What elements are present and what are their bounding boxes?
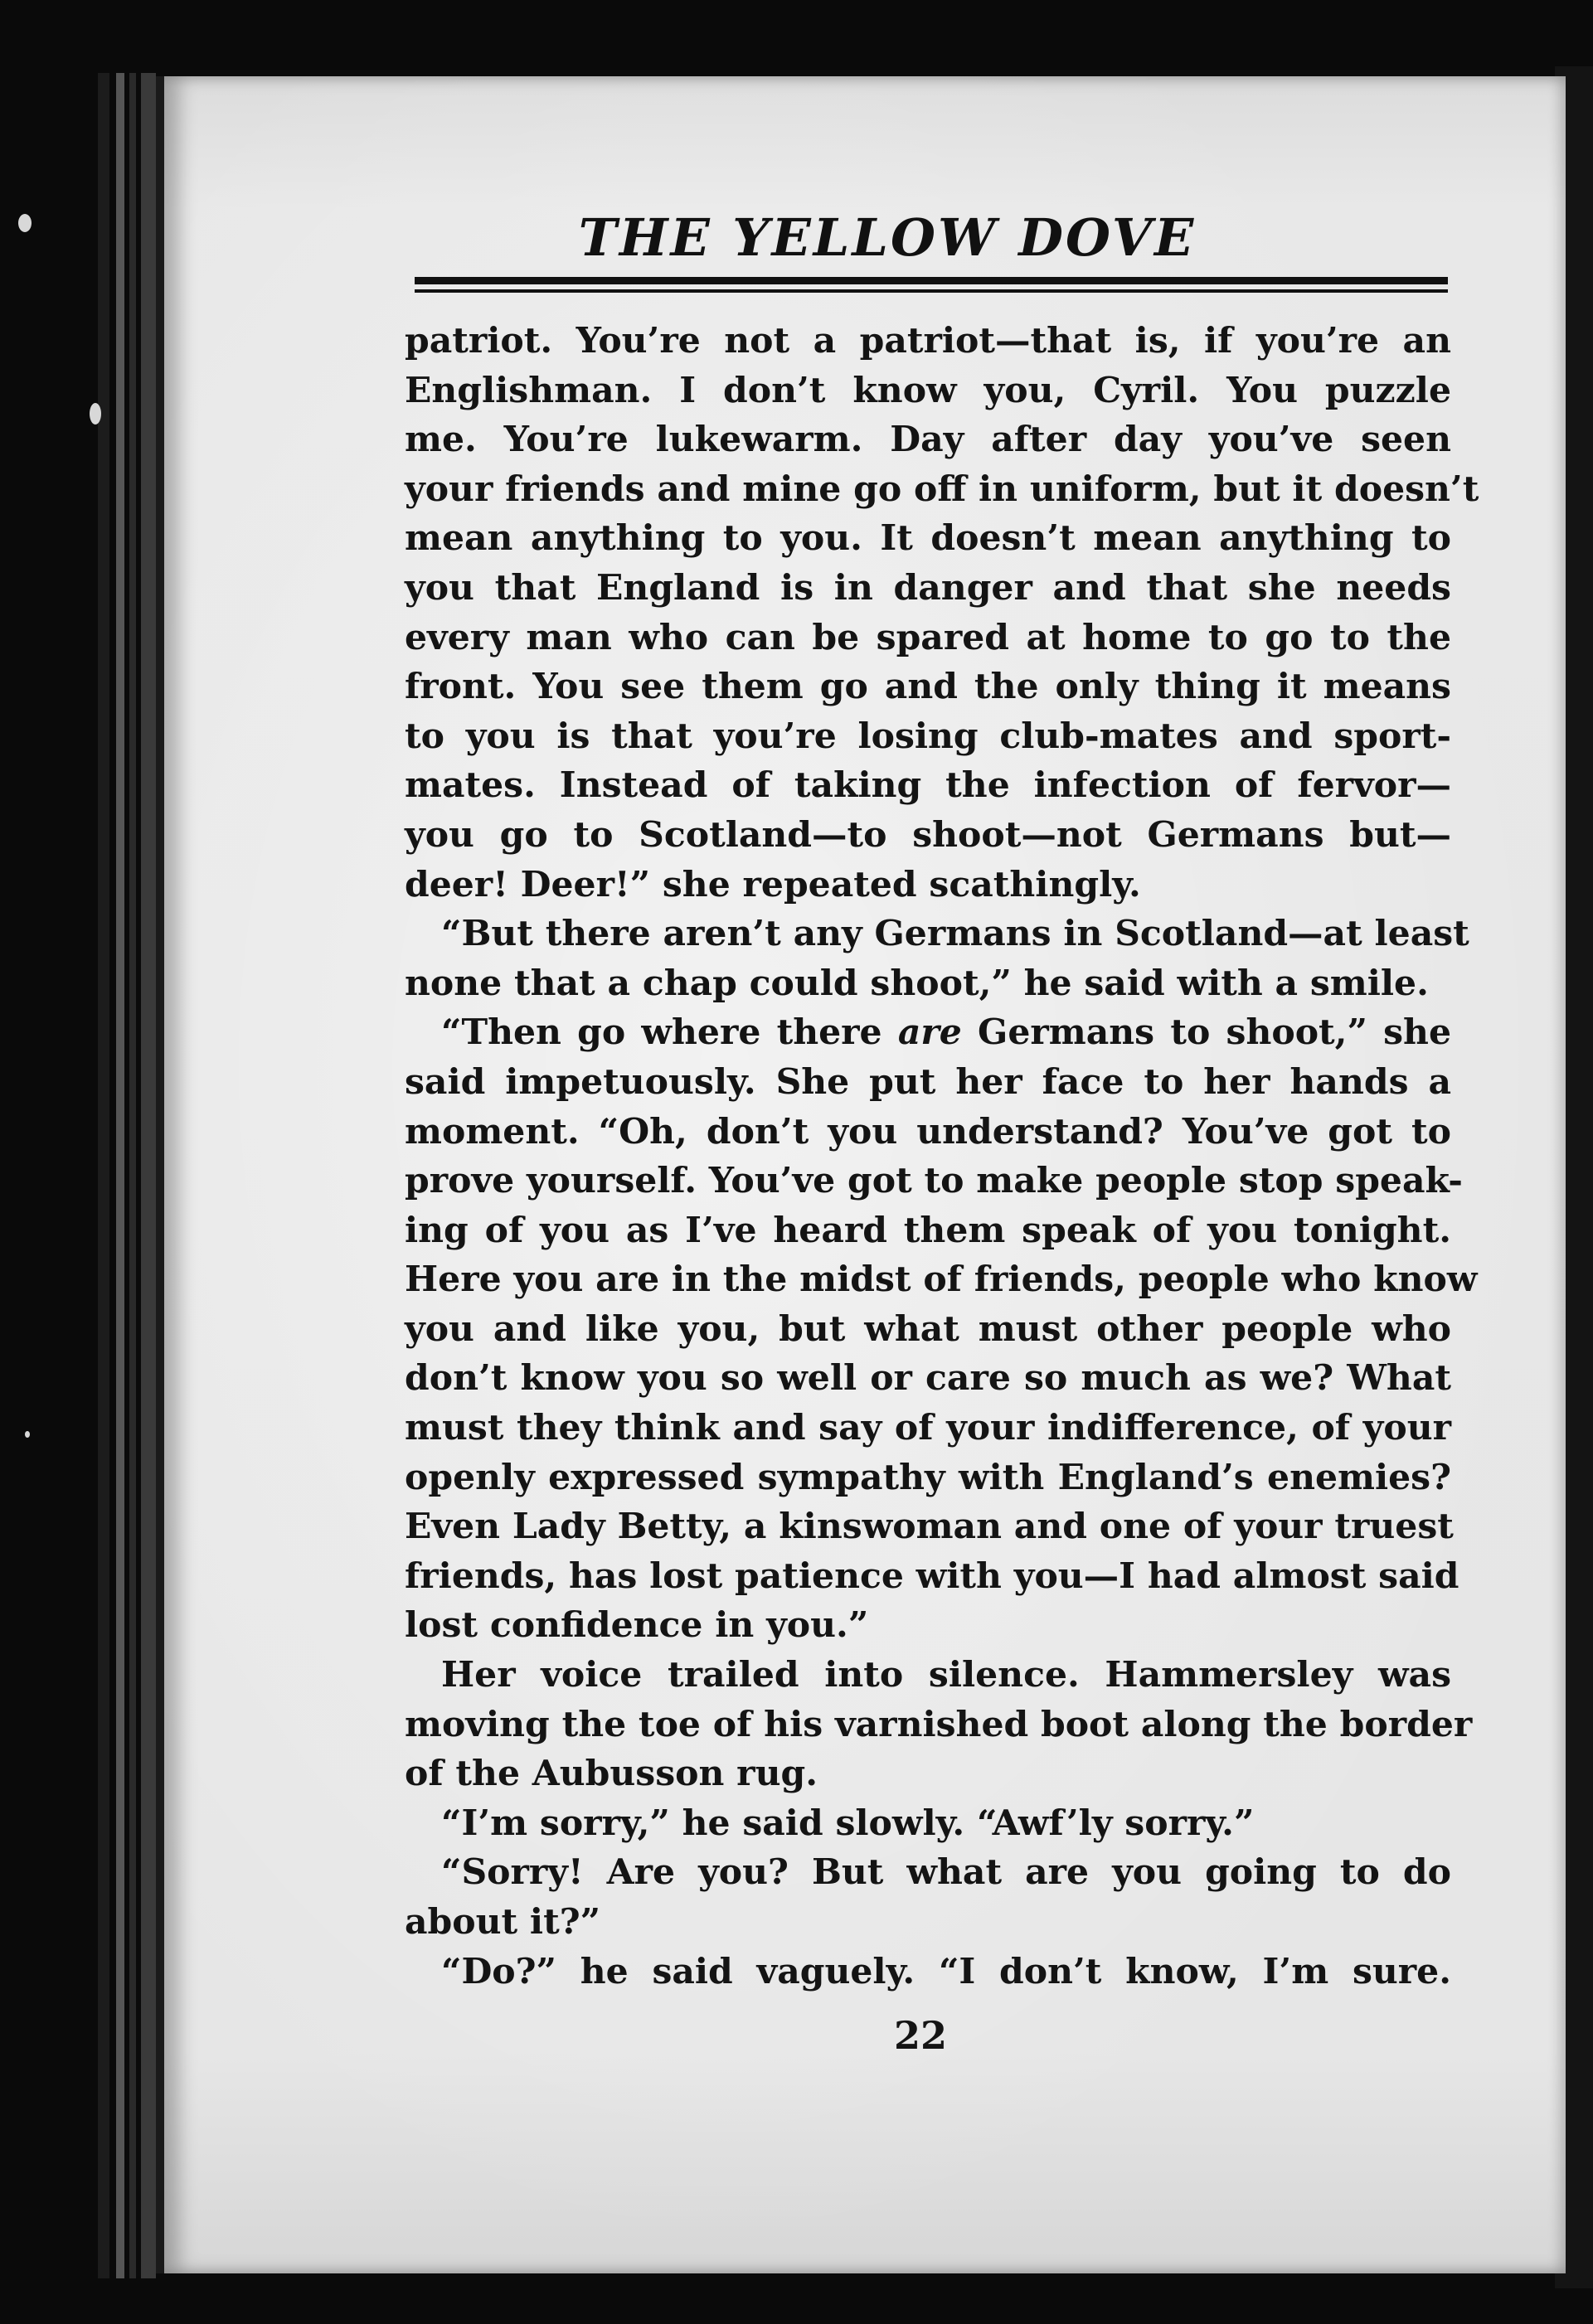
- header-rule: [415, 277, 1448, 284]
- binding-edge: [129, 73, 136, 2278]
- text-line: every man who can be spared at home to go to the: [405, 616, 1451, 658]
- text-line: openly expressed sympathy with England’s enemies?: [405, 1456, 1451, 1498]
- text-line: your friends and mine go off in uniform, but it doesn’t: [405, 468, 1479, 510]
- running-header: THE YELLOW DOVE: [578, 207, 1197, 268]
- text-line: you go to Scotland—to shoot—not Germans but—: [405, 813, 1451, 856]
- binding-edge: [116, 73, 124, 2278]
- text-line: to you is that you’re losing club-mates and sport-: [405, 715, 1451, 757]
- text-line: friends, has lost patience with you—I had almost said: [405, 1555, 1459, 1597]
- text-line: “I’m sorry,” he said slowly. “Awf’ly sorry.”: [441, 1802, 1255, 1844]
- text-line: Even Lady Betty, a kinswoman and one of your truest: [405, 1506, 1454, 1548]
- text-line: said impetuously. She put her face to her hands a: [405, 1060, 1451, 1103]
- text-line: of the Aubusson rug.: [405, 1753, 818, 1795]
- header-rule: [415, 289, 1448, 293]
- body-text: [405, 317, 1479, 1997]
- text-line: deer! Deer!” she repeated scathingly.: [405, 863, 1141, 905]
- text-line: lost confidence in you.”: [405, 1604, 869, 1647]
- text-line: mean anything to you. It doesn’t mean anything to: [405, 517, 1451, 560]
- scan-speck: [25, 1431, 30, 1438]
- binding-edge: [98, 73, 109, 2278]
- text-line: Englishman. I don’t know you, Cyril. You puzzle: [405, 369, 1451, 411]
- binding-edge: [141, 73, 156, 2278]
- scan-speck: [18, 214, 32, 232]
- text-line: you that England is in danger and that she needs: [405, 566, 1451, 609]
- text-line: me. You’re lukewarm. Day after day you’ve seen: [405, 419, 1451, 461]
- text-line: moving the toe of his varnished boot along the border: [405, 1703, 1473, 1745]
- text-line: “Sorry! Are you? But what are you going to do: [441, 1851, 1451, 1894]
- text-line: you and like you, but what must other people who: [405, 1308, 1451, 1350]
- text-line: prove yourself. You’ve got to make people stop speak-: [405, 1160, 1463, 1202]
- text-line: Here you are in the midst of friends, people who know: [405, 1259, 1478, 1301]
- text-line: none that a chap could shoot,” he said with a smile.: [405, 962, 1429, 1004]
- text-line: Her voice trailed into silence. Hammersley was: [441, 1654, 1451, 1696]
- text-line: ing of you as I’ve heard them speak of you tonight.: [405, 1209, 1451, 1251]
- text-line: “Then go where there are Germans to shoot,” she: [441, 1012, 1451, 1054]
- text-line: “Do?” he said vaguely. “I don’t know, I’m sure.: [441, 1950, 1451, 1992]
- text-line: don’t know you so well or care so much as we? What: [405, 1357, 1451, 1400]
- text-line: “But there aren’t any Germans in Scotland—at least: [441, 913, 1469, 955]
- text-line: about it?”: [405, 1901, 601, 1943]
- text-line: patriot. You’re not a patriot—that is, if you’re an: [405, 320, 1451, 361]
- page-number: 22: [893, 2013, 947, 2058]
- text-line: must they think and say of your indifference, of your: [405, 1407, 1451, 1449]
- text-line: front. You see them go and the only thing it means: [405, 666, 1451, 708]
- scan-speck: [90, 403, 101, 425]
- text-line: mates. Instead of taking the infection of fervor—: [405, 764, 1451, 807]
- text-line: moment. “Oh, don’t you understand? You’ve got to: [405, 1110, 1451, 1152]
